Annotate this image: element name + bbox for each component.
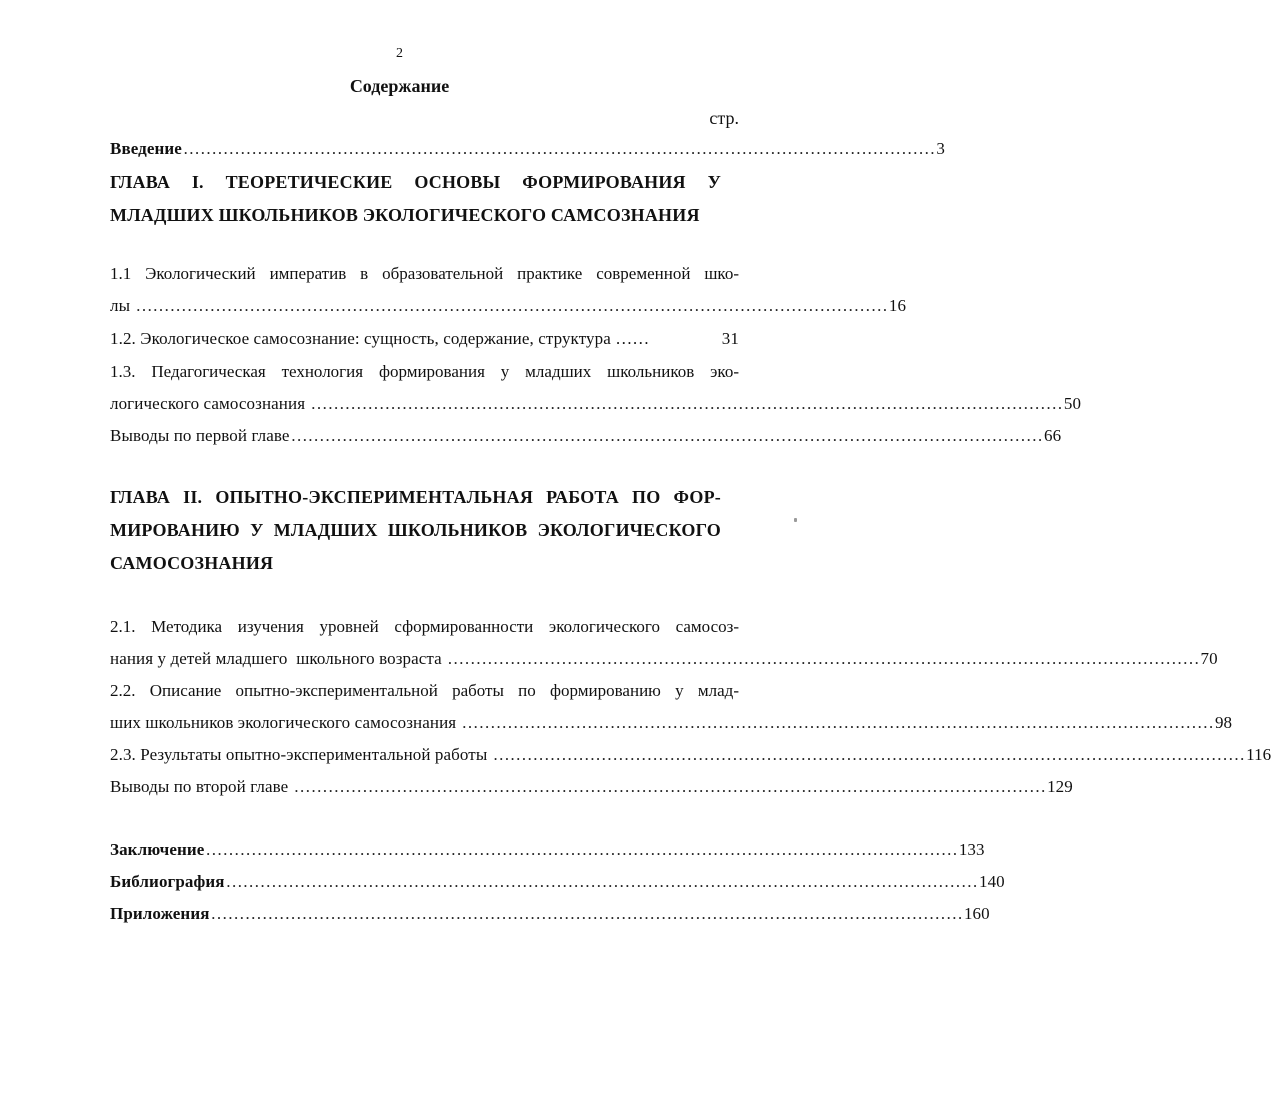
- chapter-1-heading-line-2[interactable]: МЛАДШИХ ШКОЛЬНИКОВ ЭКОЛОГИЧЕСКОГО САМСОЗНАНИЯ: [110, 205, 700, 225]
- dot-leader: ……………………………………………………………………………………………………………………: [289, 777, 1047, 796]
- toc-entry-page: 3: [936, 139, 945, 158]
- toc-entry-page: 50: [1063, 394, 1082, 413]
- toc-entry-introduction[interactable]: [110, 139, 945, 163]
- dot-leader: ……………………………………………………………………………………………………………………: [457, 713, 1214, 732]
- chapter-2-heading-line-2[interactable]: МИРОВАНИЮ У МЛАДШИХ ШКОЛЬНИКОВ ЭКОЛОГИЧЕСКОГО: [110, 520, 721, 540]
- chapter-2-heading-line-1[interactable]: ГЛАВА II. ОПЫТНО-ЭКСПЕРИМЕНТАЛЬНАЯ РАБОТА ПО ФОР-: [110, 487, 721, 507]
- toc-entry-page: 140: [978, 872, 1005, 891]
- chapter-1-heading-line-1[interactable]: ГЛАВА I. ТЕОРЕТИЧЕСКИЕ ОСНОВЫ ФОРМИРОВАНИЯ У: [110, 172, 721, 192]
- pages-column-label: стр.: [709, 108, 739, 128]
- toc-entry-1-2[interactable]: [110, 329, 739, 353]
- toc-entry-label: Приложения: [110, 904, 210, 923]
- dot-leader: ……………………………………………………………………………………………………………………: [225, 872, 978, 891]
- toc-entry-label: Заключение: [110, 840, 205, 859]
- toc-entry-bibliography[interactable]: [110, 872, 1005, 896]
- toc-entry-label: Выводы по второй главе: [110, 777, 289, 796]
- dot-leader: ……………………………………………………………………………………………………………………: [488, 745, 1246, 764]
- toc-entry-page: 31: [721, 329, 739, 348]
- dot-leader: ……………………………………………………………………………………………………………………: [182, 139, 936, 158]
- page-title: Содержание: [349, 76, 450, 96]
- toc-entry-conclusion[interactable]: [110, 840, 985, 864]
- toc-entry-appendices[interactable]: [110, 904, 990, 928]
- toc-entry-1-1-line-1[interactable]: 1.1 Экологический императив в образовательной практике современной шко-: [110, 264, 739, 283]
- toc-entry-2-2-line-1[interactable]: 2.2. Описание опытно-экспериментальной работы по формированию у млад-: [110, 681, 739, 700]
- page-number: 2: [396, 46, 403, 61]
- dot-leader: ……………………………………………………………………………………………………………………: [210, 904, 963, 923]
- toc-entry-page: 116: [1246, 745, 1271, 764]
- toc-entry-page: 129: [1047, 777, 1073, 796]
- scan-speck: [794, 518, 797, 522]
- toc-entry-label: Введение: [110, 139, 182, 158]
- toc-entry-1-1[interactable]: [110, 296, 907, 320]
- toc-entry-label: 2.3. Результаты опытно-экспериментальной работы: [110, 745, 488, 764]
- toc-entry-2-1[interactable]: [110, 649, 1218, 673]
- toc-entry-page: 133: [958, 840, 985, 859]
- toc-entry-label: логического самосознания: [110, 394, 306, 413]
- toc-entry-label: ших школьников экологического самосознания: [110, 713, 457, 732]
- toc-entry-page: 98: [1214, 713, 1233, 732]
- chapter-2-heading-line-3[interactable]: САМОСОЗНАНИЯ: [110, 553, 274, 573]
- toc-entry-chapter-2-conclusions[interactable]: [110, 777, 1073, 801]
- toc-entry-1-3[interactable]: [110, 394, 1082, 418]
- toc-entry-2-3[interactable]: [110, 745, 1271, 769]
- toc-entry-label: Библиография: [110, 872, 225, 891]
- toc-entry-1-3-line-1[interactable]: 1.3. Педагогическая технология формирования у младших школьников эко-: [110, 362, 739, 381]
- dot-leader: ……: [610, 329, 667, 348]
- dot-leader: ……………………………………………………………………………………………………………………: [290, 426, 1043, 445]
- toc-entry-label: лы: [110, 296, 131, 315]
- toc-entry-2-1-line-1[interactable]: 2.1. Методика изучения уровней сформированности экологического самосоз-: [110, 617, 739, 636]
- toc-entry-2-2[interactable]: [110, 713, 1233, 737]
- dot-leader: ……………………………………………………………………………………………………………………: [442, 649, 1200, 668]
- toc-entry-label: Выводы по первой главе: [110, 426, 290, 445]
- dot-leader: ……………………………………………………………………………………………………………………: [205, 840, 958, 859]
- toc-entry-page: 66: [1043, 426, 1062, 445]
- toc-entry-label: нания у детей младшего школьного возраста: [110, 649, 442, 668]
- toc-entry-page: 16: [888, 296, 907, 315]
- toc-entry-page: 160: [963, 904, 990, 923]
- dot-leader: ……………………………………………………………………………………………………………………: [131, 296, 888, 315]
- toc-entry-chapter-1-conclusions[interactable]: [110, 426, 1062, 450]
- toc-entry-page: 70: [1200, 649, 1218, 668]
- dot-leader: ……………………………………………………………………………………………………………………: [306, 394, 1063, 413]
- toc-entry-label: 1.2. Экологическое самосознание: сущность, содержание, структура: [110, 329, 611, 348]
